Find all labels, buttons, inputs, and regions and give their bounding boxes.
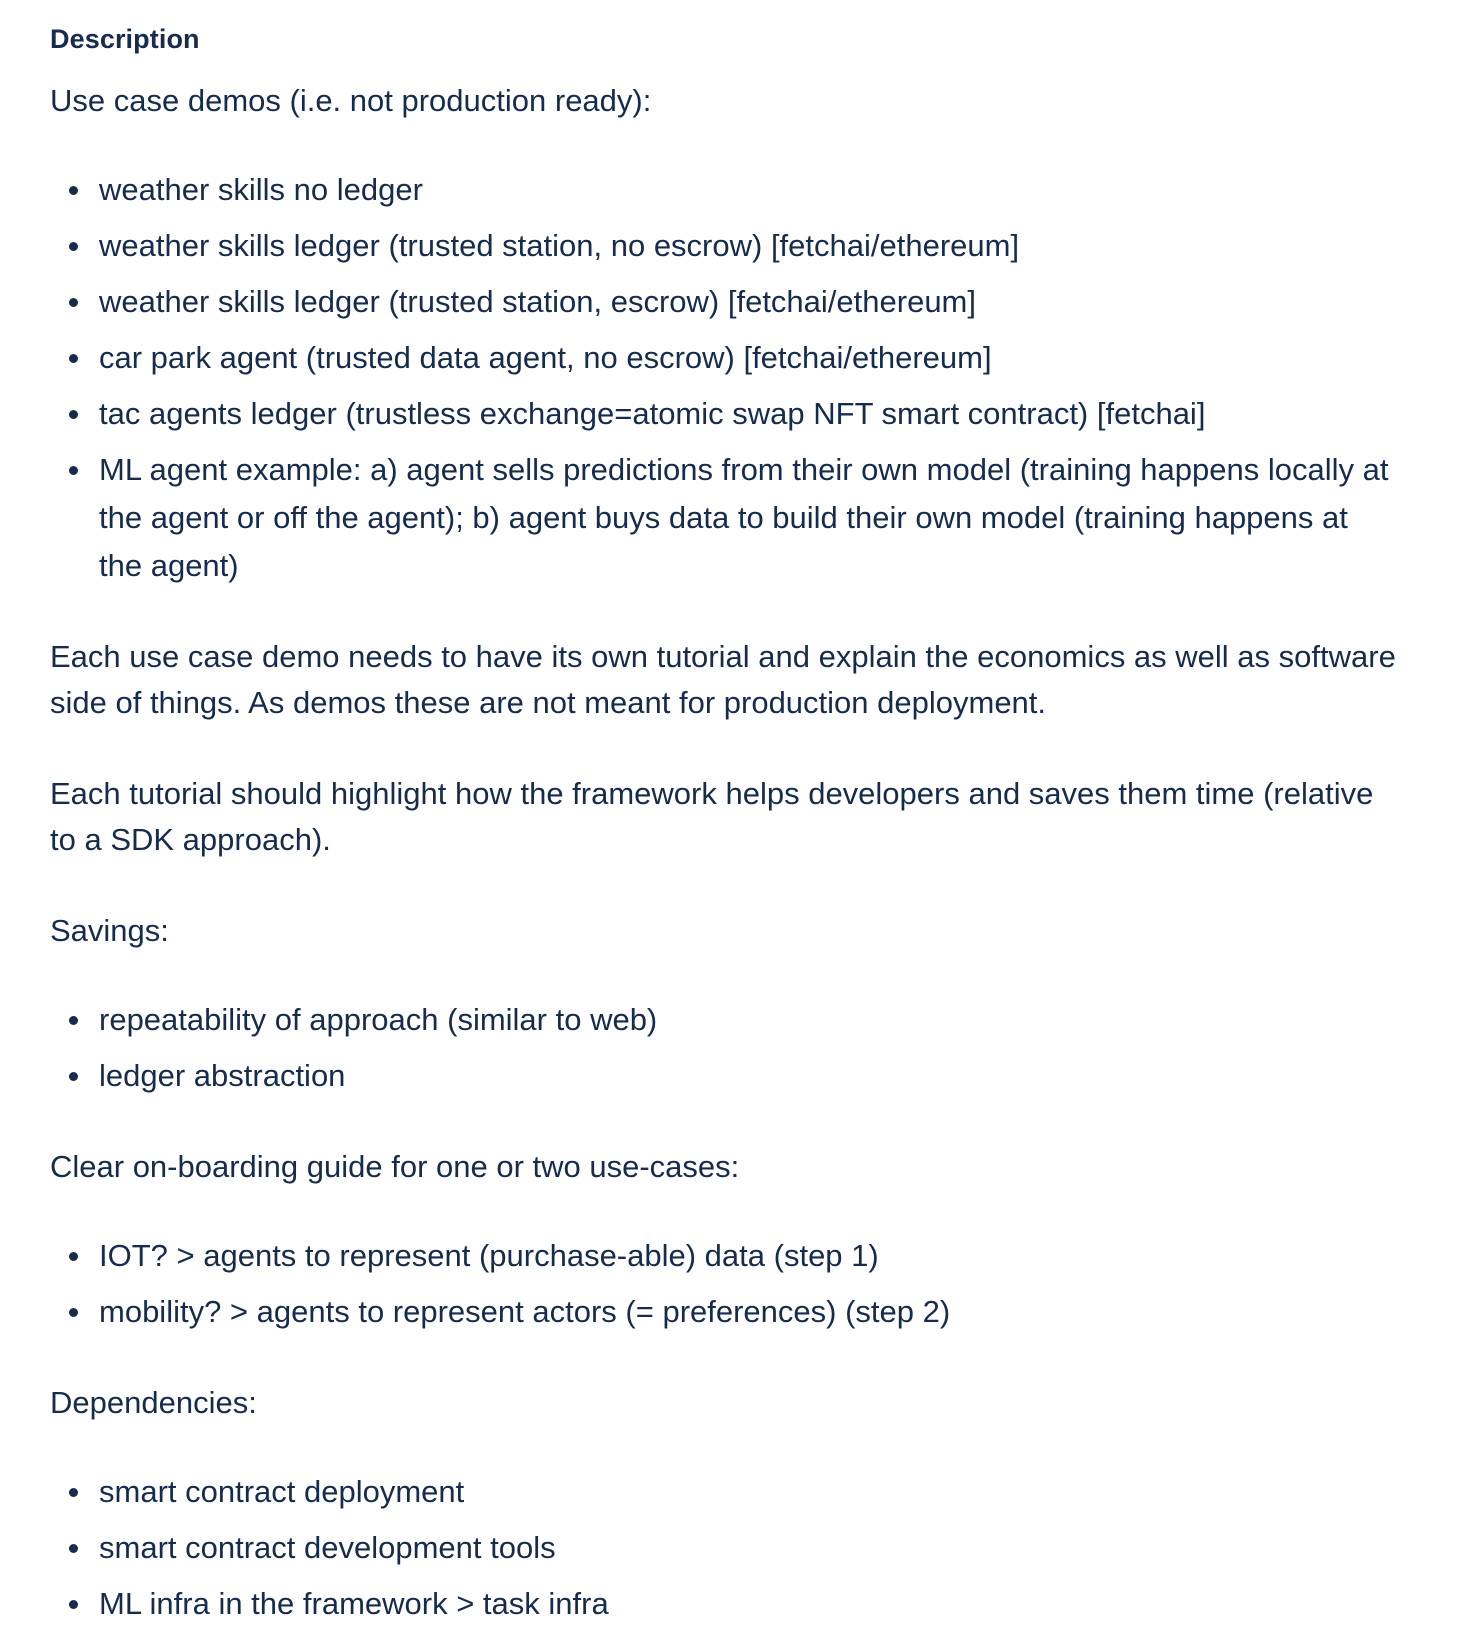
bullet-dot-icon xyxy=(69,410,78,419)
list-item xyxy=(50,1580,1395,1628)
list-item xyxy=(50,278,1395,326)
dependencies-list xyxy=(50,1468,1395,1628)
list-item-label: weather skills no ledger xyxy=(99,172,423,207)
onboarding-label: Clear on-boarding guide for one or two use-cases: xyxy=(50,1149,740,1184)
list-item xyxy=(50,166,1395,214)
bullet-dot-icon xyxy=(69,186,78,195)
list-item-label: smart contract development tools xyxy=(99,1530,556,1565)
list-item xyxy=(50,1524,1395,1572)
list-item-label: weather skills ledger (trusted station, escrow) [fetchai/ethereum] xyxy=(99,284,976,319)
savings-list xyxy=(50,996,1395,1100)
list-item xyxy=(50,1052,1395,1100)
list-item-label: weather skills ledger (trusted station, no escrow) [fetchai/ethereum] xyxy=(99,228,1020,263)
bullet-dot-icon xyxy=(69,1308,78,1317)
list-item-label: ML infra in the framework > task infra xyxy=(99,1586,609,1621)
list-item-label: ML agent example: a) agent sells predictions from their own model (training happens locally at the agent or off the agent); b) agent buys data to build their own model (training happens at the agent) xyxy=(99,452,1389,583)
bullet-dot-icon xyxy=(69,1600,78,1609)
list-item-label: ledger abstraction xyxy=(99,1058,346,1093)
list-item xyxy=(50,334,1395,382)
bullet-dot-icon xyxy=(69,298,78,307)
list-item xyxy=(50,446,1395,590)
list-item-label: car park agent (trusted data agent, no escrow) [fetchai/ethereum] xyxy=(99,340,992,375)
list-item xyxy=(50,996,1395,1044)
onboarding-list xyxy=(50,1232,1395,1336)
dependencies-label: Dependencies: xyxy=(50,1385,257,1420)
list-item-label: tac agents ledger (trustless exchange=atomic swap NFT smart contract) [fetchai] xyxy=(99,396,1206,431)
tutorial-requirements-paragraph: Each use case demo needs to have its own tutorial and explain the economics as well as software side of things. As demos these are not meant for production deployment. xyxy=(50,639,1396,720)
list-item-label: IOT? > agents to represent (purchase-able) data (step 1) xyxy=(99,1238,879,1273)
bullet-dot-icon xyxy=(69,242,78,251)
list-item-label: smart contract deployment xyxy=(99,1474,465,1509)
intro-paragraph: Use case demos (i.e. not production ready): xyxy=(50,83,652,118)
bullet-dot-icon xyxy=(69,1252,78,1261)
bullet-dot-icon xyxy=(69,1488,78,1497)
savings-label: Savings: xyxy=(50,913,169,948)
list-item xyxy=(50,1288,1395,1336)
bullet-dot-icon xyxy=(69,354,78,363)
list-item xyxy=(50,1468,1395,1516)
list-item xyxy=(50,390,1395,438)
bullet-dot-icon xyxy=(69,1072,78,1081)
list-item-label: repeatability of approach (similar to web) xyxy=(99,1002,658,1037)
bullet-dot-icon xyxy=(69,466,78,475)
list-item-label: mobility? > agents to represent actors (= preferences) (step 2) xyxy=(99,1294,951,1329)
tutorial-highlight-paragraph: Each tutorial should highlight how the framework helps developers and saves them time (relative to a SDK approach). xyxy=(50,776,1374,857)
list-item xyxy=(50,222,1395,270)
bullet-dot-icon xyxy=(69,1544,78,1553)
use-case-demos-list xyxy=(50,166,1395,590)
list-item xyxy=(50,1232,1395,1280)
bullet-dot-icon xyxy=(69,1016,78,1025)
page-title: Description xyxy=(50,24,200,54)
